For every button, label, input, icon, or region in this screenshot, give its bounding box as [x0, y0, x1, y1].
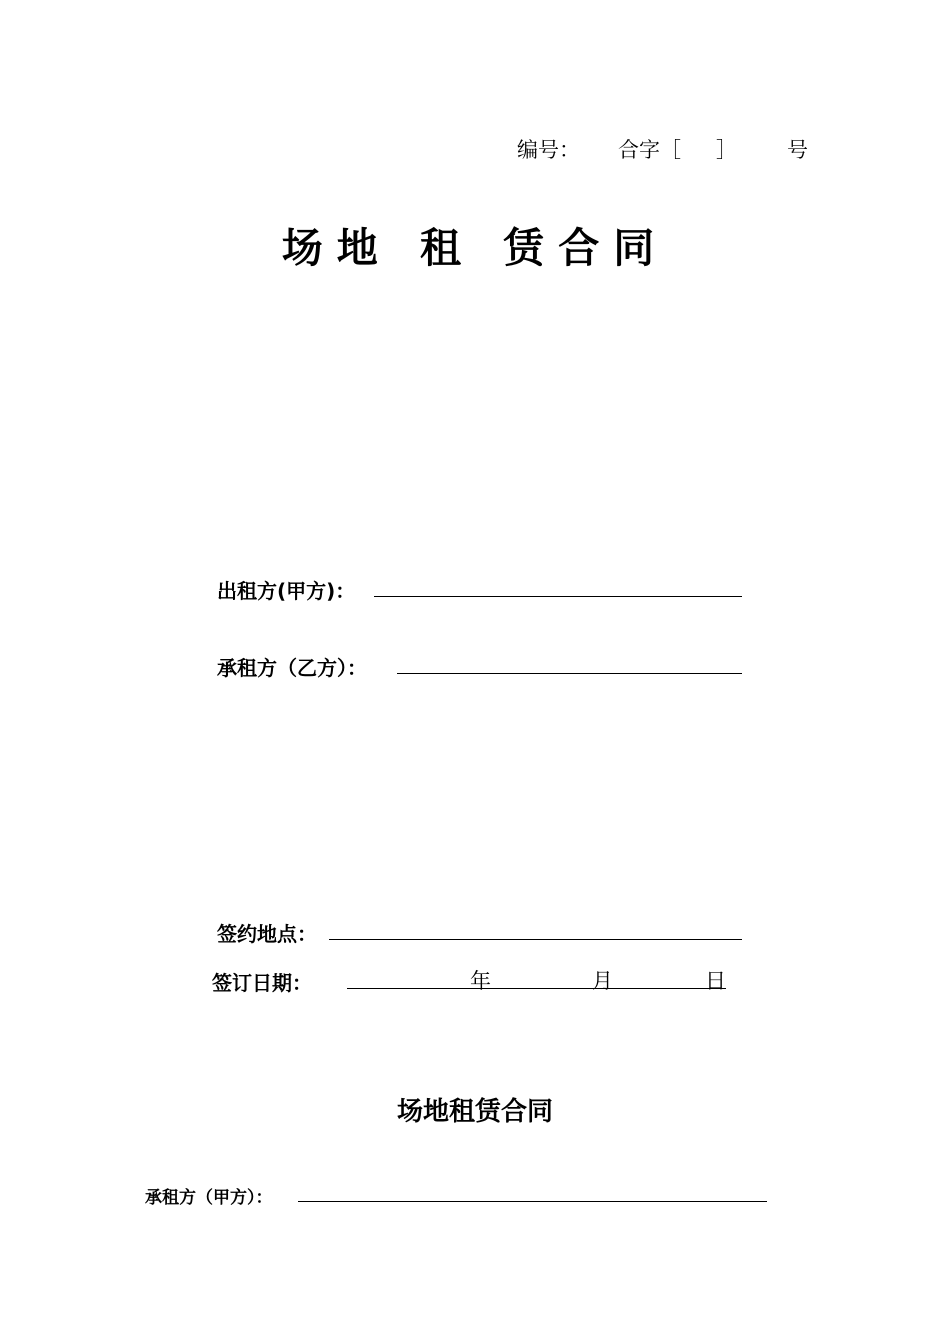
sign-place-blank-line[interactable] [329, 939, 742, 940]
date-month-unit: 月 [592, 969, 613, 993]
sign-date-label: 签订日期： [212, 971, 312, 995]
lessor-label: 出租方(甲方)： [217, 579, 356, 603]
serial-number-prefix: 合字［ [618, 138, 681, 162]
serial-number-label: 编号： [517, 138, 580, 162]
date-year-unit: 年 [470, 969, 491, 993]
document-title: 场地 租 赁合同 [281, 224, 669, 272]
party-a-label: 承租方（甲方）： [145, 1188, 273, 1208]
serial-number-bracket-close: ］ [716, 138, 737, 162]
sign-place-label: 签约地点： [217, 922, 317, 946]
sign-date-blank-line[interactable] [347, 988, 726, 989]
party-a-blank-line[interactable] [298, 1201, 767, 1202]
lessee-label: 承租方（乙方）： [217, 656, 367, 680]
lessor-blank-line[interactable] [374, 596, 742, 597]
serial-number-suffix: 号 [787, 138, 808, 162]
date-day-unit: 日 [705, 969, 726, 993]
lessee-blank-line[interactable] [397, 673, 742, 674]
section-title: 场地租赁合同 [396, 1097, 553, 1127]
